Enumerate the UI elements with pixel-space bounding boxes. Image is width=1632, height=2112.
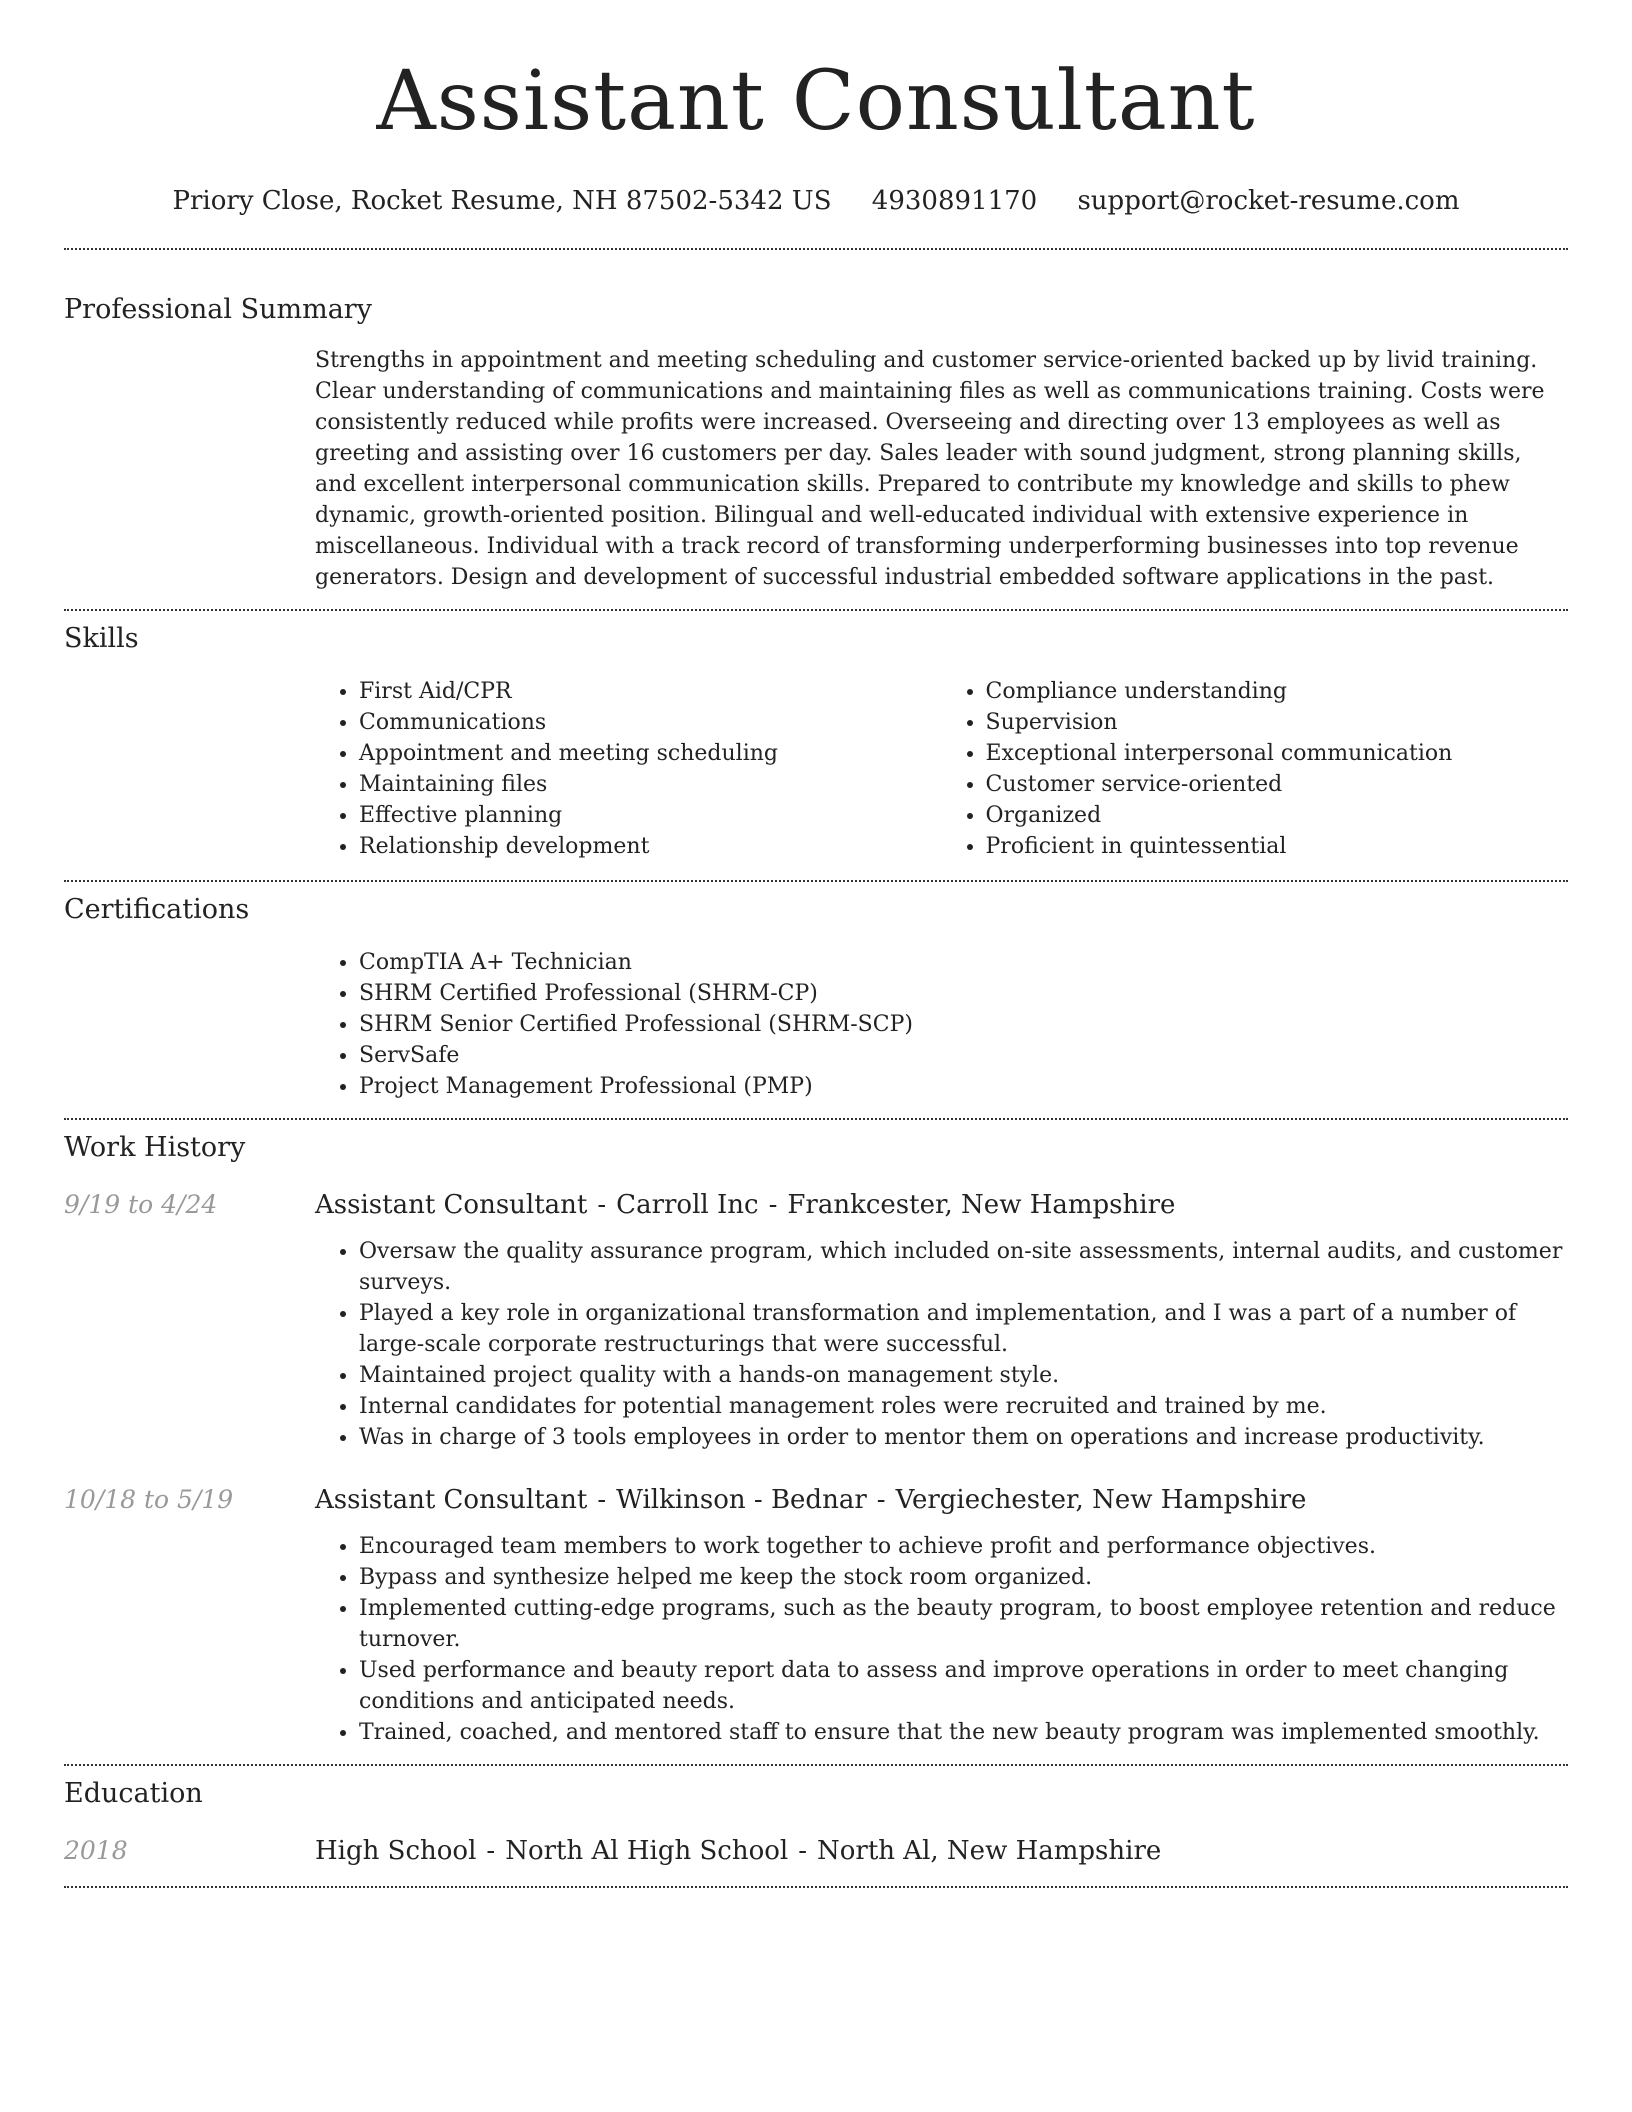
contact-email[interactable]: support@rocket-resume.com [1077,186,1460,216]
skill-item: • Customer service-oriented [986,769,1569,800]
certifications-list [315,947,1568,1102]
title-separator: - [876,1485,886,1515]
skill-item: • Exceptional interpersonal communication [986,738,1569,769]
certifications-section [64,892,1568,1102]
job-bullet: • Bypass and synthesize helped me keep the stock room organized. [359,1562,1568,1593]
job-company: Carroll Inc [616,1190,759,1220]
job-title-line [315,1188,1568,1222]
candidate-name: Assistant Consultant [376,54,1256,149]
section-title-certifications: Certifications [64,894,250,925]
skill-item: • Appointment and meeting scheduling [359,738,942,769]
job-bullet: • Was in charge of 3 tools employees in order to mentor them on operations and increase productivity. [359,1422,1568,1453]
job-bullet: • Maintained project quality with a hands-on management style. [359,1360,1568,1391]
skill-item: • Effective planning [359,800,942,831]
contact-line [64,184,1568,218]
contact-address: Priory Close, Rocket Resume, NH 87502-5342 US [172,186,832,216]
title-separator: - [486,1836,496,1866]
skill-item: • First Aid/CPR [359,676,942,707]
job-bullets [315,1236,1568,1453]
divider [64,609,1568,611]
divider [64,1118,1568,1120]
education-section [64,1776,1568,1868]
certification-item: • Project Management Professional (PMP) [359,1071,1568,1102]
job-company: Wilkinson - Bednar [616,1485,867,1515]
education-location: North Al, New Hampshire [817,1836,1162,1866]
job-bullet: • Played a key role in organizational transformation and implementation, and I was a part of a number of large-scale corporate restructurings that were successful. [359,1298,1568,1360]
job-bullet: • Encouraged team members to work together to achieve profit and performance objectives. [359,1531,1568,1562]
job-role: Assistant Consultant [315,1485,588,1515]
job-bullet: • Used performance and beauty report data to assess and improve operations in order to meet changing conditions and anticipated needs. [359,1655,1568,1717]
section-title-skills: Skills [64,623,139,654]
certification-item: • SHRM Senior Certified Professional (SHRM-SCP) [359,1009,1568,1040]
skills-list-left [315,676,942,862]
summary-text: Strengths in appointment and meeting scheduling and customer service-oriented backed up by livid training. Clear understanding of communications and maintaining files as well as communications training. Costs were consistently reduced while profits were increased. Overseeing and directing over 13 employees as well as greeting and assisting over 16 customers per day. Sales leader with sound judgment, strong planning skills, and excellent interpersonal communication skills. Prepared to contribute my knowledge and skills to phew dynamic, growth-oriented position. Bilingual and well-educated individual with extensive experience in miscellaneous. Individual with a track record of transforming underperforming businesses into top revenue generators. Design and development of successful industrial embedded software applications in the past. [315,348,1545,590]
title-separator: - [768,1190,778,1220]
skill-item: • Supervision [986,707,1569,738]
skill-item: • Organized [986,800,1569,831]
divider [64,248,1568,250]
divider [64,1764,1568,1766]
skill-item: • Compliance understanding [986,676,1569,707]
job-entry [64,1188,1568,1453]
job-details [315,1483,1568,1748]
education-entry [64,1834,1568,1868]
job-dates: 9/19 to 4/24 [64,1190,218,1219]
job-location: Frankcester, New Hampshire [787,1190,1176,1220]
education-title-line [315,1834,1568,1868]
title-separator: - [798,1836,808,1866]
education-degree: High School [315,1836,477,1866]
work-section [64,1130,1568,1748]
job-role: Assistant Consultant [315,1190,588,1220]
job-details [315,1188,1568,1453]
job-title-line [315,1483,1568,1517]
education-year: 2018 [64,1836,128,1865]
job-bullet: • Internal candidates for potential management roles were recruited and trained by me. [359,1391,1568,1422]
section-title-work: Work History [64,1132,246,1163]
section-title-summary: Professional Summary [64,294,372,325]
job-bullet: • Implemented cutting-edge programs, such as the beauty program, to boost employee retention and reduce turnover. [359,1593,1568,1655]
education-details [315,1834,1568,1868]
job-bullet: • Oversaw the quality assurance program, which included on-site assessments, internal audits, and customer surveys. [359,1236,1568,1298]
certification-item: • SHRM Certified Professional (SHRM-CP) [359,978,1568,1009]
job-bullets [315,1531,1568,1748]
divider [64,880,1568,882]
title-separator: - [597,1190,607,1220]
certification-item: • ServSafe [359,1040,1568,1071]
certification-item: • CompTIA A+ Technician [359,947,1568,978]
job-entry [64,1483,1568,1748]
skills-section [64,621,1568,862]
skills-grid [315,676,1568,862]
skills-list-right [942,676,1569,862]
education-school: North Al High School [505,1836,789,1866]
summary-section [64,292,1568,593]
skill-item: • Proficient in quintessential [986,831,1569,862]
divider [64,1886,1568,1888]
job-bullet: • Trained, coached, and mentored staff to ensure that the new beauty program was implemented smoothly. [359,1717,1568,1748]
contact-phone: 4930891170 [871,186,1038,216]
skill-item: • Relationship development [359,831,942,862]
job-location: Vergiechester, New Hampshire [895,1485,1307,1515]
section-title-education: Education [64,1778,203,1809]
skill-item: • Communications [359,707,942,738]
skill-item: • Maintaining files [359,769,942,800]
title-separator: - [597,1485,607,1515]
certifications-body [315,947,1568,1102]
job-dates: 10/18 to 5/19 [64,1485,234,1514]
